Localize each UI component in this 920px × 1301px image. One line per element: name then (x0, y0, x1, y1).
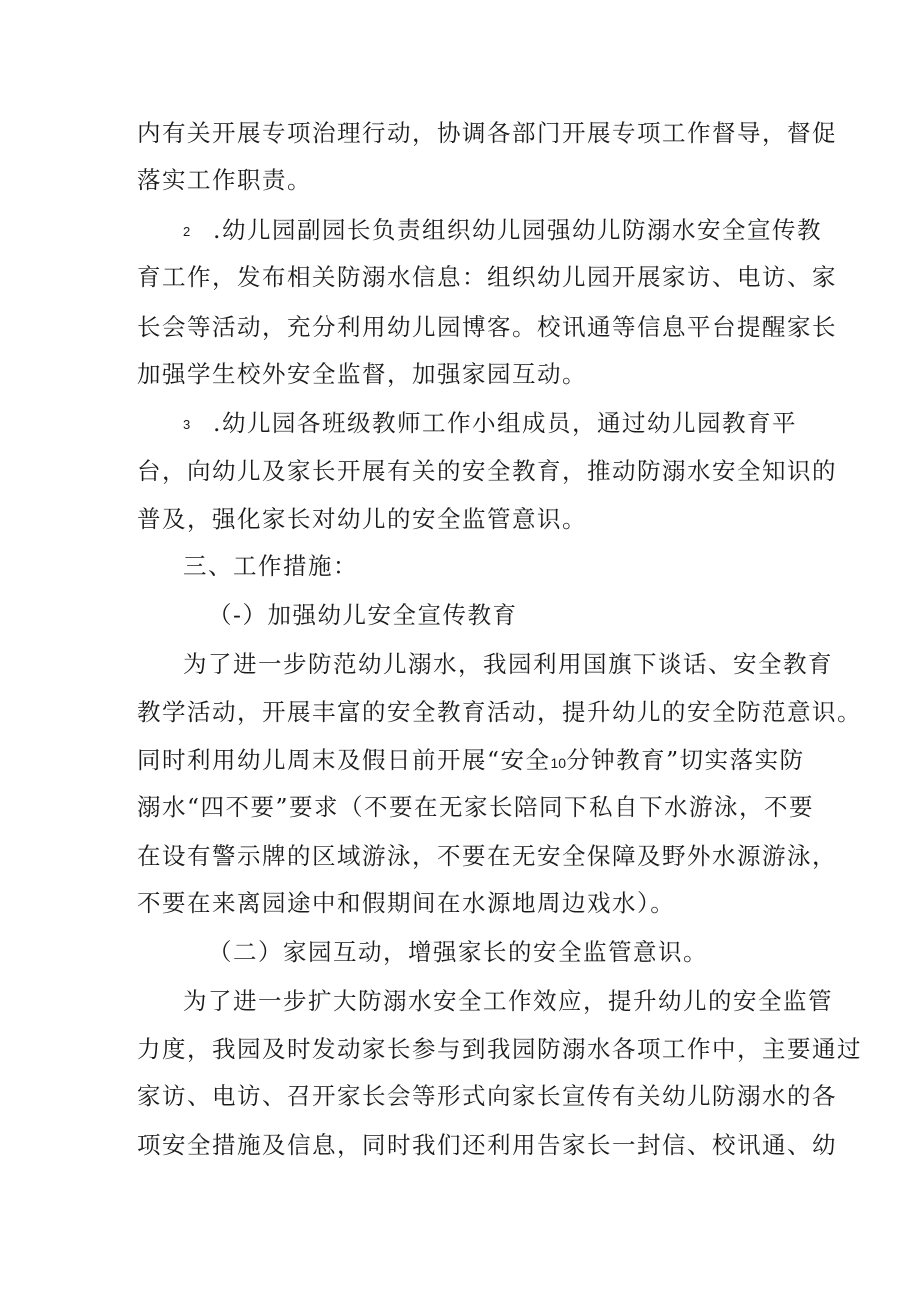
subsection-heading-1: （-）加强幼儿安全宣传教育 (208, 601, 518, 629)
text-line-17: 不要在来离园途中和假期间在水源地周边戏水）。 (137, 889, 676, 917)
list-item-2 (183, 215, 822, 247)
text-line-6: 加强学生校外安全监督，加强家园互动。 (137, 360, 587, 388)
text-line-1: 内有关开展专项治理行动，协调各部门开展专项工作督导，督促 (137, 119, 837, 147)
text-line-14-start: 同时利用幼儿周末及假日前开展“安全 (137, 746, 551, 774)
text-line-8: 台，向幼儿及家长开展有关的安全教育，推动防溺水安全知识的 (137, 457, 837, 485)
text-line-5: 长会等活动，充分利用幼儿园博客。校讯通等信息平台提醒家长 (137, 313, 837, 341)
text-line-20: 力度，我园及时发动家长参与到我园防溺水各项工作中，主要通过 (137, 1035, 862, 1063)
text-line-15: 溺水“四不要”要求（不要在无家长陪同下私自下水游泳，不要 (137, 793, 815, 821)
text-line-22: 项安全措施及信息，同时我们还利用告家长一封信、校讯通、幼 (137, 1131, 837, 1159)
text-line-19: 为了进一步扩大防溺水安全工作效应，提升幼儿的安全监管 (183, 987, 833, 1015)
section-heading-3: 三、工作措施： (183, 552, 358, 580)
list-item-2-text: .幼儿园副园长负责组织幼儿园强幼儿防溺水安全宣传教 (213, 216, 822, 244)
text-line-16: 在设有警示牌的区域游泳，不要在无安全保障及野外水源游泳， (137, 842, 837, 870)
list-number-3: 3 (183, 417, 192, 432)
list-item-3 (183, 408, 797, 440)
text-line-13: 教学活动，开展丰富的安全教育活动，提升幼儿的安全防范意识。 (137, 698, 862, 726)
subsection-heading-2: （二）家园互动，增强家长的安全监管意识。 (208, 938, 708, 966)
list-item-3-text: .幼儿园各班级教师工作小组成员，通过幼儿园教育平 (213, 409, 797, 437)
text-line-4: 育工作，发布相关防溺水信息：组织幼儿园开展家访、电访、家 (137, 263, 837, 291)
text-line-21: 家访、电访、召开家长会等形式向家长宣传有关幼儿防溺水的各 (137, 1082, 837, 1110)
text-line-14 (137, 745, 805, 778)
text-line-12: 为了进一步防范幼儿溺水，我园利用国旗下谈话、安全教育 (183, 650, 833, 678)
ten-number: 10 (550, 755, 567, 771)
list-number-2: 2 (183, 224, 192, 239)
text-line-9: 普及，强化家长对幼儿的安全监管意识。 (137, 505, 587, 533)
text-line-14-end: 分钟教育”切实落实防 (566, 746, 805, 774)
text-line-2: 落实工作职责。 (137, 166, 312, 194)
